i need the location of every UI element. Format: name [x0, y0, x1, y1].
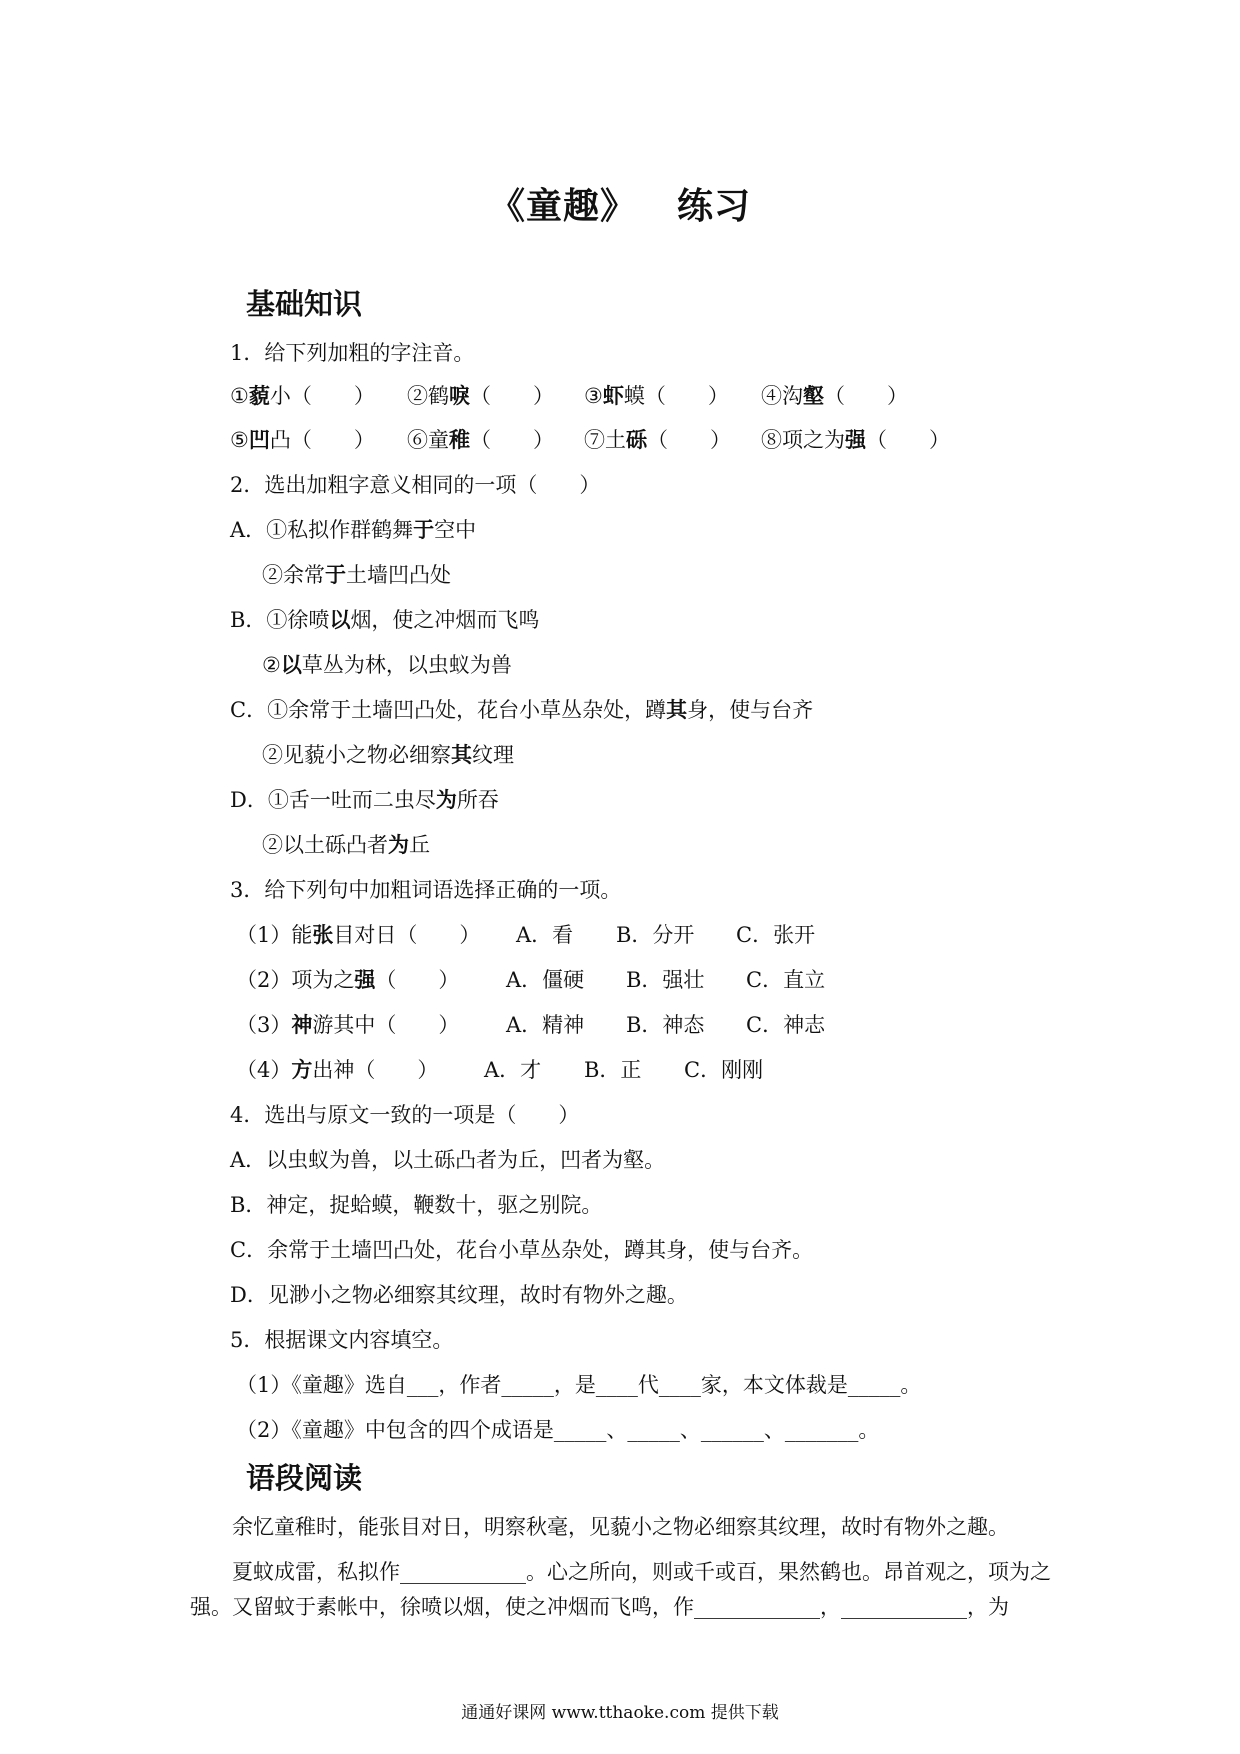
q3-row-2: （2）项为之强（ ） A．僵硬 B．强壮 C．直立	[236, 967, 826, 992]
title-sub: 练习	[677, 185, 752, 227]
q1-stem: 1．给下列加粗的字注音。	[230, 341, 475, 365]
q4-option-a: A．以虫蚁为兽，以土砾凸者为丘，凹者为壑。	[230, 1148, 666, 1172]
q1-row-1	[230, 380, 938, 410]
page-title	[0, 178, 1240, 229]
q4-stem: 4．选出与原文一致的一项是（ ）	[230, 1103, 580, 1127]
q1-item: ④沟壑（ ）	[761, 383, 908, 408]
q2-option-a-1: A．①私拟作群鹤舞于空中	[230, 517, 477, 542]
section-reading: 语段阅读	[246, 1461, 363, 1495]
q2-option-a-2: ②余常于土墙凹凸处	[262, 562, 451, 587]
q1-item: ⑥童稚（ ）	[407, 427, 554, 452]
q4-option-d: D．见渺小之物必细察其纹理，故时有物外之趣。	[230, 1283, 688, 1307]
q2-option-b-1: B．①徐喷以烟，使之冲烟而飞鸣	[230, 607, 540, 632]
q3-stem: 3．给下列句中加粗词语选择正确的一项。	[230, 878, 622, 902]
q1-item: ⑤凹凸（ ）	[230, 427, 375, 452]
q4-option-b: B．神定，捉蛤蟆，鞭数十，驱之别院。	[230, 1193, 603, 1217]
passage-paragraph-2: 夏蚊成雷，私拟作____________。心之所向，则或千或百，果然鹤也。昂首观之，项为之强。又留蚊于素帐中，徐喷以烟，使之冲烟而飞鸣，作____________，____________，为	[190, 1560, 1051, 1619]
q2-option-b-2: ②以草丛为林，以虫蚁为兽	[262, 652, 512, 677]
q2-stem: 2．选出加粗字意义相同的一项（ ）	[230, 473, 601, 497]
q2-option-c-1: C．①余常于土墙凹凸处，花台小草丛杂处，蹲其身，使与台齐	[230, 697, 814, 722]
q2-option-d-1: D．①舌一吐而二虫尽为所吞	[230, 787, 499, 812]
title-main: 《童趣》	[488, 185, 637, 227]
passage-paragraph-1: 余忆童稚时，能张目对日，明察秋毫，见藐小之物必细察其纹理，故时有物外之趣。	[232, 1515, 1009, 1539]
q2-option-c-2: ②见藐小之物必细察其纹理	[262, 742, 514, 767]
q1-item: ①藐小（ ）	[230, 383, 375, 408]
reading-passage	[190, 1510, 1080, 1625]
q3-row-3: （3）神游其中（ ） A．精神 B．神态 C．神志	[236, 1012, 826, 1037]
footer-source: 通通好课网 www.tthaoke.com 提供下载	[461, 1703, 779, 1723]
q2-option-d-2: ②以土砾凸者为丘	[262, 832, 430, 857]
section-basic-knowledge: 基础知识	[246, 287, 363, 321]
q1-item: ⑧项之为强（ ）	[761, 427, 950, 452]
q3-row-4: （4）方出神（ ） A．才 B．正 C．刚刚	[236, 1057, 764, 1082]
q5-fill-2: （2）《童趣》中包含的四个成语是_____、_____、______、_______。	[236, 1418, 880, 1442]
q1-item: ②鹤唳（ ）	[407, 383, 554, 408]
q1-row-2	[230, 424, 950, 454]
q5-fill-1: （1）《童趣》选自___，作者_____，是____代____家，本文体裁是_____。	[236, 1373, 922, 1397]
q4-option-c: C．余常于土墙凹凸处，花台小草丛杂处，蹲其身，使与台齐。	[230, 1238, 814, 1262]
q5-stem: 5．根据课文内容填空。	[230, 1328, 454, 1352]
q1-item: ③虾蟆（ ）	[584, 383, 729, 408]
q3-row-1: （1）能张目对日（ ） A．看 B．分开 C．张开	[236, 922, 816, 947]
q1-item: ⑦土砾（ ）	[584, 427, 731, 452]
